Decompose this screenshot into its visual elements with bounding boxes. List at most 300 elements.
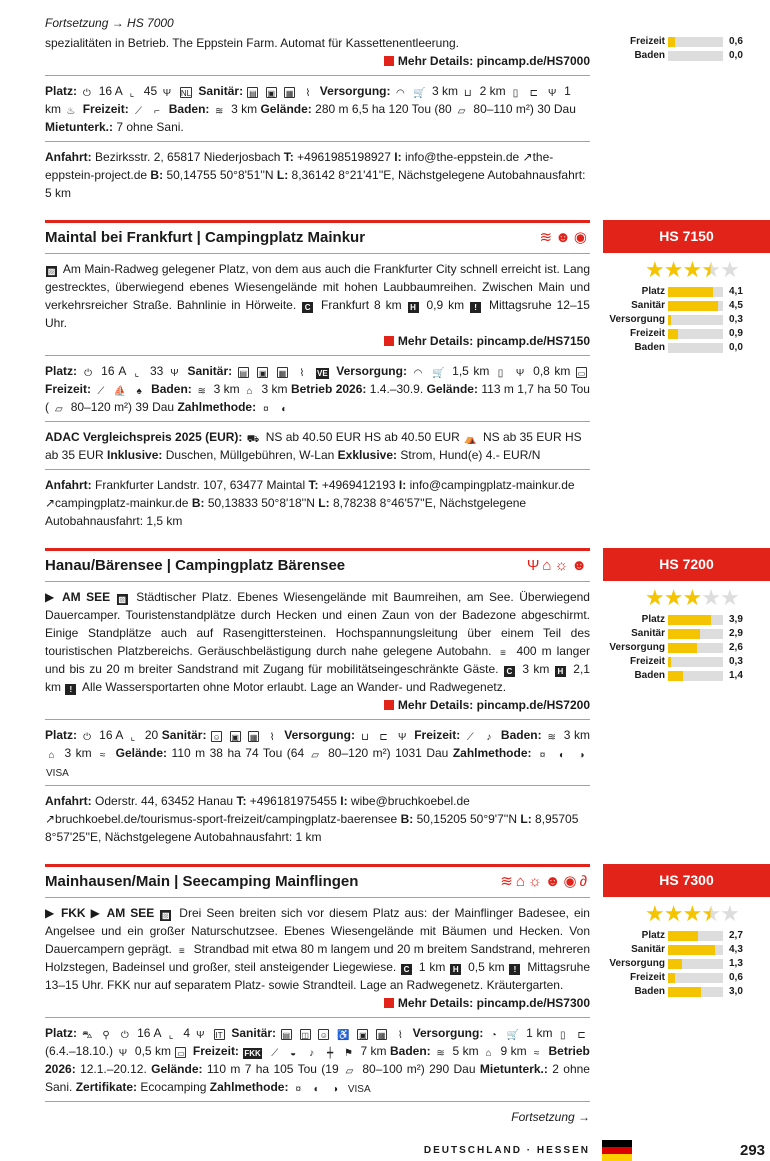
entry-id-badge: HS 7150: [603, 220, 770, 253]
rating-label: Freizeit: [629, 328, 665, 339]
field-value: Duschen, Müllgebühren, W-Lan: [165, 448, 335, 462]
field-value: 2 km: [479, 84, 506, 98]
playground-icon: ⟋: [466, 732, 474, 743]
field-value: 1,5 km: [452, 364, 490, 378]
field-label: Baden:: [500, 728, 542, 742]
field-value: 1 km: [418, 960, 446, 974]
star-icon: ★: [701, 585, 720, 610]
title-icons: [527, 557, 590, 575]
field-value: 4: [183, 1026, 191, 1040]
field-label: Sanitär:: [187, 364, 233, 378]
photo-icon: ▨: [47, 267, 56, 276]
divider: [45, 719, 590, 720]
field-label: Baden:: [390, 1044, 431, 1058]
field-label: AM SEE: [61, 590, 111, 604]
ratings: [603, 613, 770, 683]
field-value: Mittagsruhe 12–15 Uhr.: [45, 298, 590, 330]
star-icon: ★: [645, 901, 664, 926]
field-label: Freizeit:: [45, 382, 92, 396]
rating-fill: [668, 959, 682, 969]
page-number: 293: [740, 1141, 766, 1159]
cash-icon: ¤: [539, 750, 546, 761]
star-icon: ★: [645, 257, 664, 282]
cash-icon: ¤: [263, 404, 269, 415]
lake-icon: ≋: [436, 1048, 445, 1059]
rating-row: [603, 971, 770, 985]
field-value: info@campingplatz-mainkur.de ↗campingplatz-mainkur.de: [45, 478, 575, 510]
field-value: +4969412193: [321, 478, 396, 492]
field-value: 2 ohne Sani.: [45, 1062, 590, 1094]
more-details-link[interactable]: Mehr Details: pincamp.de/HS7000: [45, 52, 590, 70]
germany-flag-icon: [602, 1140, 632, 1161]
rating-bar: [668, 987, 723, 997]
washbasin-icon: ▦: [377, 1031, 386, 1040]
rating-bar: [668, 973, 723, 983]
field-label: B:: [400, 812, 414, 826]
rating-row: [603, 641, 770, 655]
field-label: Versorgung:: [284, 728, 355, 742]
divider: [45, 75, 590, 76]
hairdryer-icon: ⌇: [299, 368, 305, 379]
beach-icon: ≡: [178, 946, 185, 957]
field-value: 50,15205 50°9'7''N: [416, 812, 518, 826]
bread-icon: ◠: [413, 368, 423, 379]
rating-value: 4,3: [729, 944, 743, 955]
field-value: Bezirksstr. 2, 65817 Niederjosbach: [95, 150, 281, 164]
rating-value: 0,3: [729, 314, 743, 325]
photo-icon: ▨: [118, 595, 126, 604]
shower-icon: ▤: [239, 369, 247, 378]
field-value: 16 A: [98, 84, 123, 98]
more-details-link[interactable]: Mehr Details: pincamp.de/HS7300: [45, 994, 590, 1012]
field-value: 400 m langer und bis zu 20 m breiter Sandstrand mit Zugang für mobilitätseingeschränkte Gäste.: [45, 644, 590, 676]
golf-icon: ⚑: [344, 1048, 353, 1059]
mastercard-icon: ◑: [331, 1084, 339, 1095]
rating-value: 0,0: [729, 50, 743, 61]
rating-label: Baden: [634, 986, 665, 997]
rating-label: Baden: [634, 670, 665, 681]
indoor-pool-icon: ⌂: [246, 386, 253, 397]
field-label: Sanitär:: [161, 728, 207, 742]
pitch-icon: ⌞: [168, 1030, 174, 1041]
rating-panel: [603, 220, 770, 355]
field-label: Baden:: [151, 382, 192, 396]
field-value: 3 km: [563, 728, 590, 742]
plug-icon: ⏻: [83, 732, 92, 743]
star-rating: [645, 587, 770, 609]
title-icons: [540, 229, 590, 247]
divider: [45, 785, 590, 786]
field-value: 12.1.–20.12.: [80, 1062, 147, 1076]
field-value: 8,78238 8°46'57''E, Nächstgelegene Autobahnausfahrt: 1,5 km: [45, 496, 527, 528]
field-label: Versorgung:: [412, 1026, 484, 1040]
campsite-entry: [45, 548, 743, 846]
kitchen-icon: ⊏: [577, 1030, 586, 1041]
continued-label: Fortsetzung → HS 7000: [45, 16, 174, 30]
shower-icon: ▤: [249, 89, 257, 98]
cart-icon: 🛒: [432, 368, 445, 379]
kiosk-icon: ▭: [177, 1049, 185, 1058]
more-details-link[interactable]: Mehr Details: pincamp.de/HS7150: [45, 332, 590, 350]
field-label: Sanitär:: [198, 84, 244, 98]
star-icon: ★: [663, 257, 683, 282]
divider: [45, 1101, 590, 1102]
rating-bar: [668, 51, 723, 61]
rating-bar: [668, 615, 723, 625]
field-label: I:: [394, 150, 402, 164]
visa-icon: VISA: [347, 1084, 371, 1095]
rating-value: 0,0: [729, 342, 743, 353]
field-label: Gelände:: [426, 382, 478, 396]
rating-row: [603, 35, 770, 49]
rating-label: Freizeit: [629, 972, 665, 983]
rating-row: [603, 957, 770, 971]
rating-value: 3,9: [729, 614, 743, 625]
field-value: Strandbad mit etwa 80 m langem und 20 m breitem Sandstrand, mehreren Holzstegen, Badeinsel und großer, steil ansteigender Liegewiese.: [45, 942, 590, 974]
divider: [45, 253, 590, 254]
field-label: Exklusive:: [337, 448, 398, 462]
rating-row: [603, 985, 770, 999]
entry-header: [45, 223, 590, 253]
facts: [45, 82, 590, 136]
field-value: 1.4.–30.9.: [369, 382, 424, 396]
indoor-pool-icon: ⌂: [48, 750, 55, 761]
field-label: Freizeit:: [192, 1044, 239, 1058]
ratings: [603, 929, 770, 999]
plug-icon: ⏻: [120, 1030, 129, 1041]
field-value: +496181975455: [249, 794, 337, 808]
star-icon: ★: [682, 257, 702, 282]
field-label: Versorgung:: [336, 364, 407, 378]
rating-value: 1,3: [729, 958, 743, 969]
rating-bar: [668, 37, 723, 47]
field-value: 3 km: [213, 382, 240, 396]
photo-icon: ▨: [162, 911, 170, 920]
restaurant-icon: Ψ: [526, 557, 543, 574]
hospital-h-icon: H: [408, 302, 419, 313]
entry-id-badge: HS 7200: [603, 548, 770, 581]
plug-icon: ⏻: [82, 88, 91, 99]
field-value: 50,14755 50°8'51''N: [166, 168, 274, 182]
rating-label: Platz: [641, 930, 665, 941]
pitch-icon: ⌞: [129, 88, 135, 99]
bread-icon: ◠: [395, 88, 405, 99]
region-label: DEUTSCHLAND · HESSEN: [423, 1144, 590, 1156]
triangle-icon: ▶: [45, 590, 57, 604]
field-label: Zahlmethode:: [177, 400, 257, 414]
rating-fill: [668, 37, 675, 47]
games-icon: ♠: [136, 386, 142, 397]
star-icon: ★: [719, 257, 739, 282]
rating-label: Platz: [641, 614, 665, 625]
kitchen-icon: ⊏: [529, 88, 539, 99]
entry-title: Mainhausen/Main | Seecamping Mainflingen: [45, 873, 359, 890]
field-value: 80–120 m²) 39 Dau: [70, 400, 175, 414]
rating-label: Platz: [641, 286, 665, 297]
cash-icon: ¤: [295, 1084, 302, 1095]
divider: [45, 469, 590, 470]
description: [45, 904, 590, 994]
ratings: [603, 35, 770, 63]
kiosk-icon: ▭: [577, 369, 586, 378]
rating-bar: [668, 629, 723, 639]
field-value: 113 m 1,7 ha 50 Tou (: [45, 382, 590, 414]
rating-row: [603, 943, 770, 957]
sink-icon: ◫: [301, 1031, 309, 1040]
field-label: Platz:: [45, 1026, 78, 1040]
description-end: spezialitäten in Betrieb. The Eppstein Farm. Automat für Kassettenentleerung.: [45, 36, 460, 50]
field-label: Versorgung:: [319, 84, 391, 98]
playground-icon: ⟋: [135, 106, 143, 117]
restaurant-icon: Ψ: [118, 1048, 128, 1059]
rating-fill: [668, 671, 683, 681]
facts: [45, 362, 590, 416]
rating-fill: [668, 329, 678, 339]
eye-icon: ◉: [573, 229, 590, 246]
boat-icon: ⛵: [113, 386, 127, 397]
field-value: 9 km: [500, 1044, 527, 1058]
field-value: 0,9 km: [426, 298, 465, 312]
toilet-icon: ▣: [259, 369, 267, 378]
description: [45, 588, 590, 696]
divider: [45, 1017, 590, 1018]
rating-row: [603, 327, 770, 341]
antenna-icon: Ψ: [196, 1030, 205, 1041]
rating-row: [603, 929, 770, 943]
rating-row: [603, 669, 770, 683]
rating-label: Baden: [634, 342, 665, 353]
rating-bar: [668, 287, 723, 297]
rating-label: Versorgung: [609, 314, 665, 325]
field-label: Baden:: [168, 102, 210, 116]
star-icon: ★: [663, 901, 683, 926]
field-value: 7 ohne Sani.: [116, 120, 184, 134]
field-value: 3 km: [261, 382, 288, 396]
directions: [45, 476, 590, 530]
shop-icon: ⌂: [542, 557, 555, 574]
hospital-h-icon: H: [555, 666, 566, 677]
playground-icon: ⟋: [271, 1048, 279, 1059]
field-value: 80–120 m²) 1031 Dau: [328, 746, 449, 760]
divider: [45, 421, 590, 422]
rating-row: [603, 627, 770, 641]
field-value: Frankfurter Landstr. 107, 63477 Maintal: [95, 478, 306, 492]
caravan-family-icon: ⛟: [246, 434, 260, 445]
star-icon: ★: [645, 585, 664, 610]
star-icon: ★: [719, 585, 739, 610]
field-label: AM SEE: [106, 906, 155, 920]
star-rating: [645, 259, 770, 281]
stairs-icon: ⌐: [153, 106, 160, 117]
camping-c-icon: C: [302, 302, 313, 313]
field-value: 2,1 km: [45, 662, 590, 694]
field-value: 1 km: [45, 84, 571, 116]
area-icon: ▱: [457, 106, 466, 117]
field-label: Betrieb 2026:: [290, 382, 367, 396]
entry-header: [45, 867, 590, 897]
field-value: 8,36142 8°21'41''E, Nächstgelegene Autobahnausfahrt: 5 km: [45, 168, 586, 200]
cart-icon: 🛒: [413, 88, 426, 99]
hairdryer-icon: ⌇: [305, 88, 311, 99]
rating-label: Sanitär: [631, 628, 665, 639]
field-value: Oderstr. 44, 63452 Hanau: [95, 794, 234, 808]
star-icon: ★: [682, 901, 702, 926]
triangle-icon: ▶: [90, 906, 102, 920]
kitchen-icon: ⊏: [379, 732, 388, 743]
swimming-icon: ≈: [99, 750, 106, 761]
toilet-icon: ▣: [359, 1031, 367, 1040]
rating-row: [603, 285, 770, 299]
field-label: T:: [283, 150, 294, 164]
rating-value: 0,9: [729, 328, 743, 339]
field-value: 0,5 km: [134, 1044, 172, 1058]
field-label: T:: [308, 478, 319, 492]
sun-tent-icon: ☼: [554, 557, 572, 574]
field-value: NS ab 35 EUR HS ab 35 EUR: [45, 430, 582, 462]
field-label: Anfahrt:: [45, 794, 92, 808]
rating-bar: [668, 315, 723, 325]
antenna-icon: Ψ: [170, 368, 179, 379]
field-label: I:: [398, 478, 407, 492]
sauna-icon: ♨: [66, 106, 76, 117]
rating-label: Versorgung: [609, 642, 665, 653]
field-value: wibe@bruchkoebel.de ↗bruchkoebel.de/tourismus-sport-freizeit/campingplatz-baerensee: [45, 794, 470, 826]
toilet-icon: ▣: [267, 89, 276, 98]
area-icon: ▱: [345, 1066, 354, 1077]
rating-bar: [668, 343, 723, 353]
star-icon: ★: [701, 257, 720, 282]
hairdryer-icon: ⌇: [269, 732, 275, 743]
restaurant-icon: Ψ: [515, 368, 525, 379]
animation-icon: ♪: [486, 732, 492, 743]
rating-value: 2,9: [729, 628, 743, 639]
basket-icon: ⊔: [463, 88, 472, 99]
star-icon: ★: [701, 901, 720, 926]
field-value: 7 km: [360, 1044, 387, 1058]
field-value: 50,13833 50°8'18''N: [207, 496, 315, 510]
rating-row: [603, 655, 770, 669]
basket-icon: ⊔: [361, 732, 369, 743]
rating-bar: [668, 643, 723, 653]
more-details-link[interactable]: Mehr Details: pincamp.de/HS7200: [45, 696, 590, 714]
maestro-icon: ◐: [313, 1084, 320, 1095]
directions: [45, 148, 590, 202]
wheelchair-icon: ♿: [337, 1030, 350, 1041]
camping-c-icon: C: [401, 964, 412, 975]
field-value: Drei Seen breiten sich vor diesem Platz aus: der Mainflinger Badesee, ein Angelsee und ein großer Naturschutzsee. Ebenes Wiesengelände mit Bäumen und Hecken. Von Dauercampern geprägt.: [45, 906, 590, 956]
rating-label: Versorgung: [609, 958, 665, 969]
rating-bar: [668, 657, 723, 667]
field-value: (6.4.–18.10.): [45, 1044, 114, 1058]
rating-value: 4,1: [729, 286, 743, 297]
rating-fill: [668, 615, 711, 625]
facts: [45, 726, 590, 780]
field-value: 33: [149, 364, 164, 378]
country-nl-icon: NL: [180, 89, 192, 98]
rating-value: 0,3: [729, 656, 743, 667]
field-label: Betrieb 2026:: [45, 1044, 590, 1076]
field-value: 80–110 m²) 30 Dau: [473, 102, 576, 116]
triangle-icon: ▶: [45, 906, 56, 920]
tent-family-icon: ⛺: [464, 434, 477, 445]
field-value: 3 km: [522, 662, 550, 676]
field-value: 110 m 7 ha 105 Tou (19: [206, 1062, 339, 1076]
rating-bar: [668, 671, 723, 681]
field-label: FKK: [60, 906, 86, 920]
rating-bar: [668, 959, 723, 969]
field-label: Gelände:: [260, 102, 312, 116]
rating-bar: [668, 301, 723, 311]
field-value: Städtischer Platz. Ebenes Wiesengelände mit Baumreihen, am See. Überwiegend Dauercamper. Touristenstandplätze durch Hecken und einen Zaun von der Badezone abgeschirmt. Einige Standplätze auch auf Rasengittersteinen. Hochspannungsleitung über einem Teil des touristischen Platzbereichs. Geräuschbelästigung durch nahe gelegene Autobahn.: [45, 590, 590, 658]
ve-icon: VE: [317, 369, 328, 378]
field-value: 1 km: [526, 1026, 553, 1040]
info-icon: !: [470, 302, 481, 313]
baby-icon: ☺: [212, 733, 221, 742]
rating-value: 0,6: [729, 36, 743, 47]
swimming-icon: ≈: [533, 1048, 540, 1059]
rating-label: Sanitär: [631, 300, 665, 311]
entry-title: Maintal bei Frankfurt | Campingplatz Mainkur: [45, 229, 366, 246]
shop-icon: ⌂: [515, 873, 528, 890]
rating-panel: [603, 864, 770, 999]
field-value: 16 A: [101, 364, 126, 378]
divider: [45, 581, 590, 582]
field-label: Platz:: [45, 728, 78, 742]
divider: [45, 141, 590, 142]
field-label: Zertifikate:: [75, 1080, 138, 1094]
plug-icon: ⏻: [84, 368, 93, 379]
country-it-icon: IT: [215, 1031, 223, 1040]
rating-row: [603, 313, 770, 327]
field-label: I:: [340, 794, 348, 808]
mastercard-icon: ◑: [578, 750, 585, 761]
field-label: B:: [191, 496, 205, 510]
rating-row: [603, 49, 770, 63]
star-icon: ★: [682, 585, 702, 610]
rating-row: [603, 299, 770, 313]
rating-bar: [668, 945, 723, 955]
washbasin-icon: ▦: [278, 369, 287, 378]
main-column: [45, 14, 766, 1161]
lake-icon: ≋: [547, 732, 556, 743]
car-icon: ⛍: [82, 1030, 93, 1041]
field-value: 280 m 6,5 ha 120 Tou (80: [315, 102, 452, 116]
restaurant-icon: Ψ: [397, 732, 407, 743]
diving-icon: ◒: [290, 1048, 297, 1059]
wifi-icon: ≋: [539, 229, 556, 246]
rating-bar: [668, 931, 723, 941]
field-value: NS ab 40.50 EUR HS ab 40.50 EUR: [265, 430, 460, 444]
dog-icon: ☻: [571, 557, 590, 574]
field-value: Am Main-Radweg gelegener Platz, von dem aus auch die Frankfurter City schnell erreicht ist. Lang gestrecktes, überwiegend ebenes Wiesengelände mit hohen Laubbaumreihen. Zwischen Main und verkehrsreicher Straße. Bahnlinie in Hörweite.: [45, 262, 591, 312]
field-label: Platz:: [45, 84, 78, 98]
rating-value: 1,4: [729, 670, 743, 681]
field-value: 0,5 km: [468, 960, 505, 974]
sun-tent-icon: ☼: [527, 873, 545, 890]
field-label: Anfahrt:: [45, 478, 92, 492]
rating-label: Freizeit: [629, 656, 665, 667]
rating-value: 2,6: [729, 642, 743, 653]
field-label: Freizeit:: [414, 728, 461, 742]
field-label: Mietunterk.:: [45, 120, 114, 134]
rating-fill: [668, 657, 671, 667]
field-label: Gelände:: [151, 1062, 203, 1076]
fitness-icon: ┿: [327, 1048, 334, 1059]
area-icon: ▱: [54, 404, 63, 415]
entry-title: Hanau/Bärensee | Campingplatz Bärensee: [45, 557, 346, 574]
field-value: 3 km: [231, 102, 258, 116]
rating-bar: [668, 329, 723, 339]
